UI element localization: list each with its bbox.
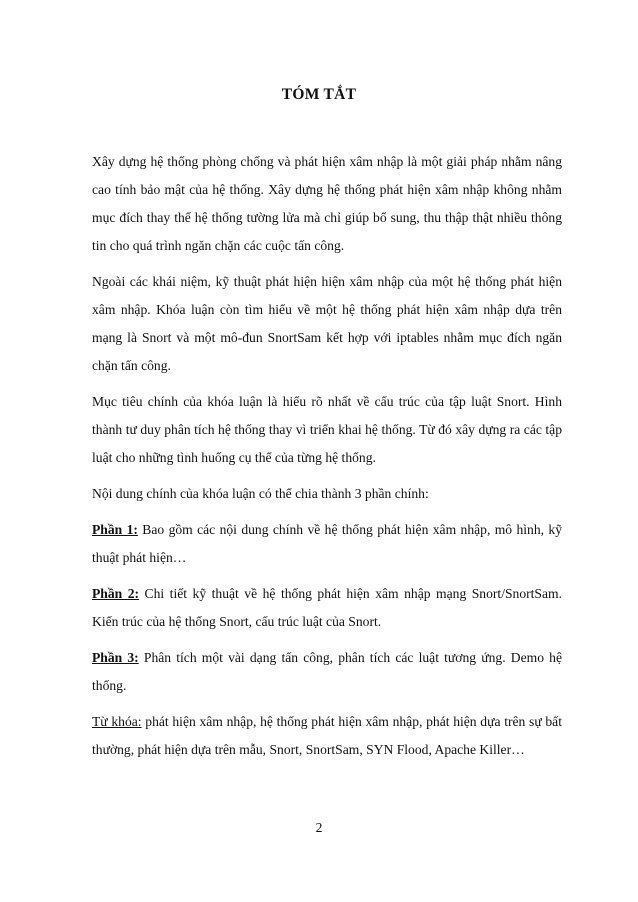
part-3 — [92, 644, 562, 700]
paragraph-outline: Nội dung chính của khóa luận có thể chia thành 3 phần chính: — [92, 486, 429, 501]
part-1-label: Phần 1: — [92, 522, 138, 537]
part-2-label: Phần 2: — [92, 586, 140, 601]
paragraph-intro: Xây dựng hệ thống phòng chống và phát hiện xâm nhập là một giải pháp nhằm nâng cao tính bảo mật của hệ thống. Xây dựng hệ thống phát hiện xâm nhập không nhằm mục đích thay thế hệ thống tường lửa mà chỉ giúp bổ sung, thu thập thật nhiều thông tin cho quá trình ngăn chặn các cuộc tấn công. — [92, 154, 562, 253]
keywords — [92, 708, 562, 764]
abstract-body — [92, 148, 562, 772]
keywords-text: phát hiện xâm nhập, hệ thống phát hiện xâm nhập, phát hiện dựa trên sự bất thường, phát hiện dựa trên mẫu, Snort, SnortSam, SYN Flood, Apache Killer… — [92, 714, 562, 757]
part-3-label: Phần 3: — [92, 650, 139, 665]
part-1 — [92, 516, 562, 572]
paragraph-objective: Mục tiêu chính của khóa luận là hiểu rõ nhất về cấu trúc của tập luật Snort. Hình thành tư duy phân tích hệ thống thay vì triển khai hệ thống. Từ đó xây dựng ra các tập luật cho những tình huống cụ thể của từng hệ thống. — [92, 394, 562, 465]
paragraph-concepts: Ngoài các khái niệm, kỹ thuật phát hiện hiện xâm nhập của một hệ thống phát hiện xâm nhập. Khóa luận còn tìm hiểu về một hệ thống phát hiện xâm nhập dựa trên mạng là Snort và một mô-đun SnortSam kết hợp với iptables nhằm mục đích ngăn chặn tấn công. — [92, 274, 562, 373]
part-2-text: Chi tiết kỹ thuật về hệ thống phát hiện xâm nhập mạng Snort/SnortSam. Kiến trúc của hệ thống Snort, cấu trúc luật của Snort. — [92, 586, 562, 629]
page-number: 2 — [315, 820, 323, 835]
page-title: TÓM TẮT — [281, 86, 357, 103]
part-1-text: Bao gồm các nội dung chính về hệ thống phát hiện xâm nhập, mô hình, kỹ thuật phát hiện… — [92, 522, 562, 565]
part-2 — [92, 580, 562, 636]
keywords-label: Từ khóa: — [92, 714, 142, 729]
part-3-text: Phân tích một vài dạng tấn công, phân tích các luật tương ứng. Demo hệ thống. — [92, 650, 562, 693]
